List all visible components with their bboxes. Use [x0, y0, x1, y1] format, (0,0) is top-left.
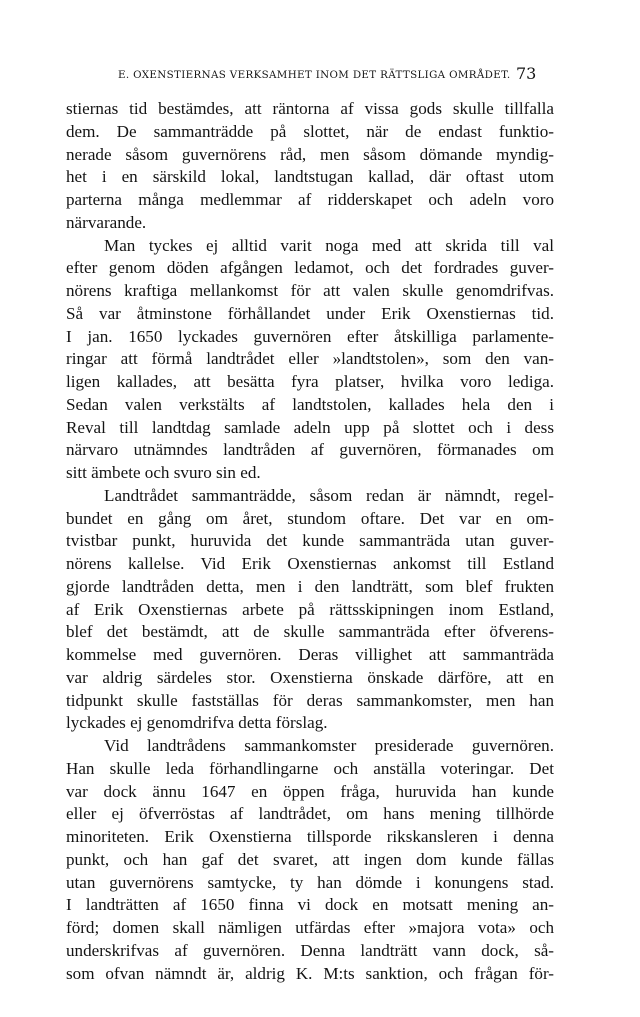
- text-line: stiernas tid bestämdes, att räntorna af vissa gods skulle tillfalla: [66, 99, 554, 118]
- text-line: efter genom döden afgången ledamot, och det fordrades guver-: [66, 258, 554, 278]
- text-line: parterna många medlemmar af ridderskapet och adeln voro: [66, 190, 554, 209]
- text-line: tidpunkt skulle fastställas för deras sammankomster, men han: [66, 690, 554, 710]
- text-line: utan guvernörens samtycke, ty han dömde i konungens stad.: [66, 872, 554, 892]
- text-line: dem. De sammanträdde på slottet, när de endast funktio-: [66, 121, 554, 141]
- text-line: het i en särskild lokal, landtstugan kallad, där oftast utom: [66, 167, 554, 187]
- text-line: närvarande.: [66, 212, 147, 232]
- page-number: 73: [516, 64, 537, 83]
- running-title: E. OXENSTIERNAS VERKSAMHET INOM DET RÄTTSLIGA OMRÅDET.: [118, 69, 511, 81]
- text-line: Sedan valen verkstälts af landtstolen, kallades hela den i: [66, 394, 554, 414]
- text-line: underskrifvas af guvernören. Denna landträtt vann dock, så-: [66, 940, 554, 960]
- text-line: Han skulle leda förhandlingarne och anställa voteringar. Det: [66, 758, 554, 778]
- text-line: Reval till landtdag samlade adeln upp på slottet och i dess: [66, 417, 554, 437]
- body-text: [66, 98, 554, 985]
- text-line: tvistbar punkt, huruvida det kunde sammanträda utan guver-: [66, 531, 554, 551]
- running-header: [0, 64, 640, 88]
- text-line: I landträtten af 1650 finna vi dock en motsatt mening an-: [66, 895, 554, 915]
- text-line: blef det bestämdt, att de skulle sammanträda efter öfverens-: [66, 622, 554, 642]
- text-line: ligen kallades, att besätta fyra platser, hvilka voro lediga.: [66, 372, 554, 391]
- text-line: gjorde landtråden detta, men i den landträtt, som blef frukten: [66, 576, 554, 596]
- text-line: Landtrådet sammanträdde, såsom redan är nämndt, regel-: [104, 485, 554, 505]
- text-line: nerade såsom guvernörens råd, men såsom dömande myndig-: [66, 144, 554, 164]
- text-line: punkt, och han gaf det svaret, att ingen dom kunde fällas: [66, 849, 554, 869]
- text-line: lyckades ej genomdrifva detta förslag.: [66, 713, 328, 733]
- text-line: närvaro utnämndes landtråden af guvernören, förmanades om: [66, 440, 554, 460]
- text-line: som ofvan nämndt är, aldrig K. M:ts sanktion, och frågan för-: [66, 963, 554, 983]
- text-line: nörens kraftiga mellankomst för att valen skulle genomdrifvas.: [66, 281, 554, 300]
- text-line: eller ej öfverröstas af landtrådet, om hans mening tillhörde: [66, 804, 554, 824]
- text-line: var dock ännu 1647 en öppen fråga, huruvida han kunde: [66, 781, 554, 801]
- text-line: Man tyckes ej alltid varit noga med att skrida till val: [104, 235, 554, 255]
- text-line: sitt ämbete och svuro sin ed.: [66, 463, 261, 482]
- text-line: ringar att förmå landtrådet eller »landtstolen», som den van-: [66, 349, 554, 369]
- text-line: förd; domen skall nämligen utfärdas efter »majora vota» och: [66, 918, 554, 937]
- text-line: minoriteten. Erik Oxenstierna tillsporde rikskansleren i denna: [66, 827, 554, 846]
- text-line: Så var åtminstone förhållandet under Erik Oxenstiernas tid.: [66, 303, 554, 323]
- text-line: af Erik Oxenstiernas arbete på rättsskipningen inom Estland,: [66, 599, 554, 619]
- text-line: var aldrig särdeles stor. Oxenstierna önskade därföre, att en: [66, 667, 554, 687]
- text-line: kommelse med guvernören. Deras villighet att sammanträda: [66, 645, 554, 664]
- text-line: Vid landtrådens sammankomster presiderade guvernören.: [104, 736, 554, 755]
- text-line: nörens kallelse. Vid Erik Oxenstiernas ankomst till Estland: [66, 554, 554, 573]
- text-line: I jan. 1650 lyckades guvernören efter åtskilliga parlamente-: [66, 326, 554, 346]
- text-line: bundet en gång om året, stundom oftare. Det var en om-: [66, 508, 554, 528]
